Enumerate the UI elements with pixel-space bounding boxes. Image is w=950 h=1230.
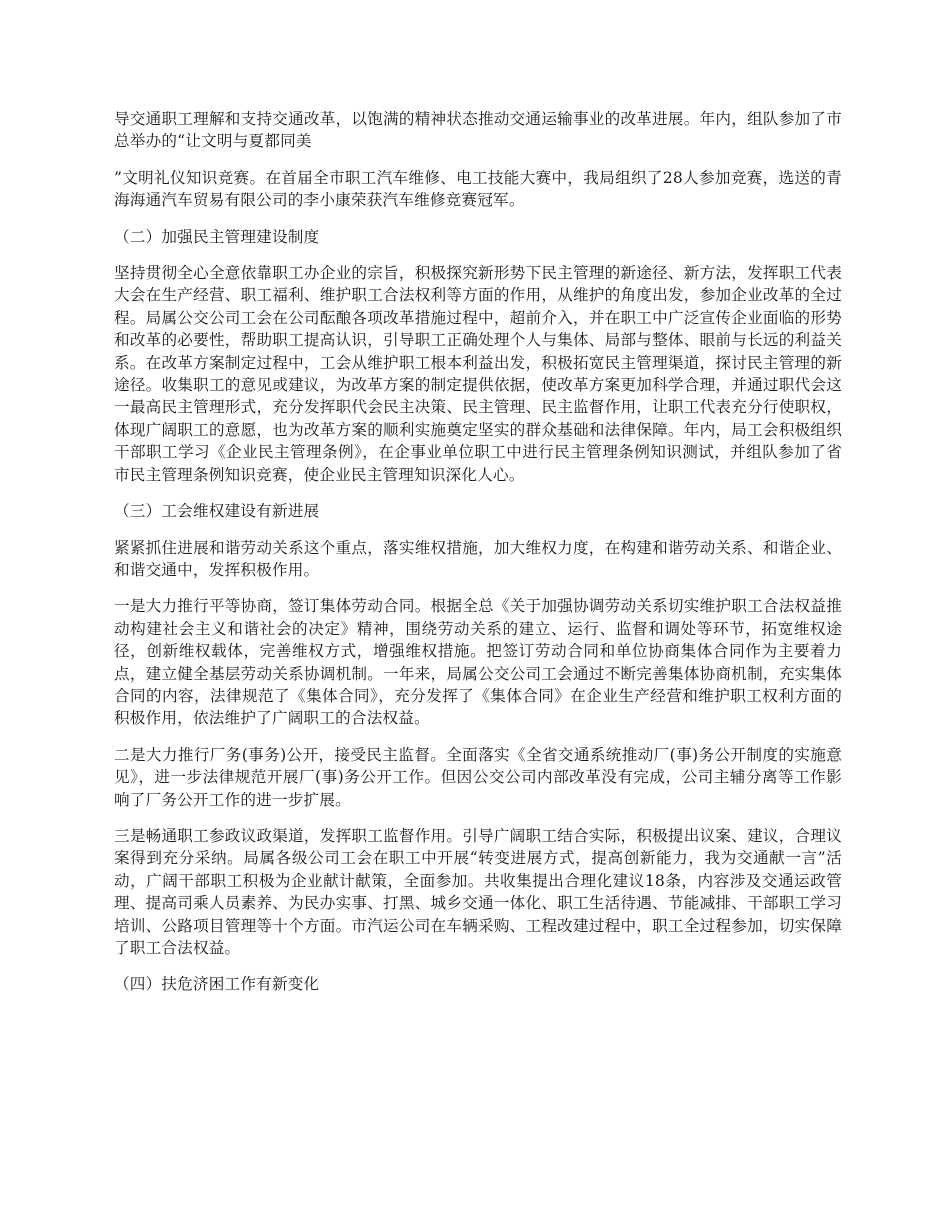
section-heading-4: （四）扶危济困工作有新变化 (114, 975, 320, 994)
paragraph-4: 紧紧抓住进展和谐劳动关系这个重点，落实维权措施，加大维权力度，在构建和谐劳动关系、和谐企业、和谐交通中，发挥积极作用。 (114, 538, 842, 579)
paragraph-6: 二是大力推行厂务(事务)公开，接受民主监督。全面落实《全省交通系统推动厂(事)务公开制度的实施意见》，进一步法律规范开展厂(事)务公开工作。但因公交公司内部改革没有完成，公司主辅分离等工作影响了厂务公开工作的进一步扩展。 (114, 745, 842, 809)
paragraph-5: 一是大力推行平等协商，签订集体劳动合同。根据全总《关于加强协调劳动关系切实维护职工合法权益推动构建社会主义和谐社会的决定》精神，围绕劳动关系的建立、运行、监督和调处等环节，拓宽维权途径，创新维权载体，完善维权方式，增强维权措施。把签订劳动合同和单位协商集体合同作为主要着力点，建立健全基层劳动关系协调机制。一年来，局属公交公司工会通过不断完善集体协商机制，充实集体合同的内容，法律规范了《集体合同》，充分发挥了《集体合同》在企业生产经营和维护职工权利方面的积极作用，依法维护了广阔职工的合法权益。 (114, 597, 842, 728)
document-page (114, 108, 842, 1010)
section-heading-2: （二）加强民主管理建设制度 (114, 227, 320, 246)
paragraph-1: 导交通职工理解和支持交通改革，以饱满的精神状态推动交通运输事业的改革进展。年内，组队参加了市总举办的“让文明与夏都同美 (114, 110, 842, 151)
paragraph-3: 坚持贯彻全心全意依靠职工办企业的宗旨，积极探究新形势下民主管理的新途径、新方法，发挥职工代表大会在生产经营、职工福利、维护职工合法权利等方面的作用，从维护的角度出发，参加企业改革的全过程。局属公交公司工会在公司酝酿各项改革措施过程中，超前介入，并在职工中广泛宣传企业面临的形势和改革的必要性，帮助职工提高认识，引导职工正确处理个人与集体、局部与整体、眼前与长远的利益关系。在改革方案制定过程中，工会从维护职工根本利益出发，积极拓宽民主管理渠道，探讨民主管理的新途径。收集职工的意见或建议，为改革方案的制定提供依据，使改革方案更加科学合理，并通过职代会这一最高民主管理形式，充分发挥职代会民主决策、民主管理、民主监督作用，让职工代表充分行使职权，体现广阔职工的意愿，也为改革方案的顺利实施奠定坚实的群众基础和法律保障。年内，局工会积极组织干部职工学习《企业民主管理条例》，在企事业单位职工中进行民主管理条例知识测试，并组队参加了省市民主管理条例知识竞赛，使企业民主管理知识深化人心。 (114, 264, 842, 484)
section-heading-3: （三）工会维权建设有新进展 (114, 502, 320, 521)
paragraph-7: 三是畅通职工参政议政渠道，发挥职工监督作用。引导广阔职工结合实际，积极提出议案、建议，合理议案得到充分采纳。局属各级公司工会在职工中开展“转变进展方式，提高创新能力，我为交通献一言”活动，广阔干部职工积极为企业献计献策，全面参加。共收集提出合理化建议18条，内容涉及交通运政管理、提高司乘人员素养、为民办实事、打黑、城乡交通一体化、职工生活待遇、节能减排、干部职工学习培训、公路项目管理等十个方面。市汽运公司在车辆采购、工程改建过程中，职工全过程参加，切实保障了职工合法权益。 (114, 826, 842, 957)
paragraph-2: ”文明礼仪知识竞赛。在首届全市职工汽车维修、电工技能大赛中，我局组织了28人参加竞赛，选送的青海海通汽车贸易有限公司的李小康荣获汽车维修竞赛冠军。 (114, 168, 842, 210)
